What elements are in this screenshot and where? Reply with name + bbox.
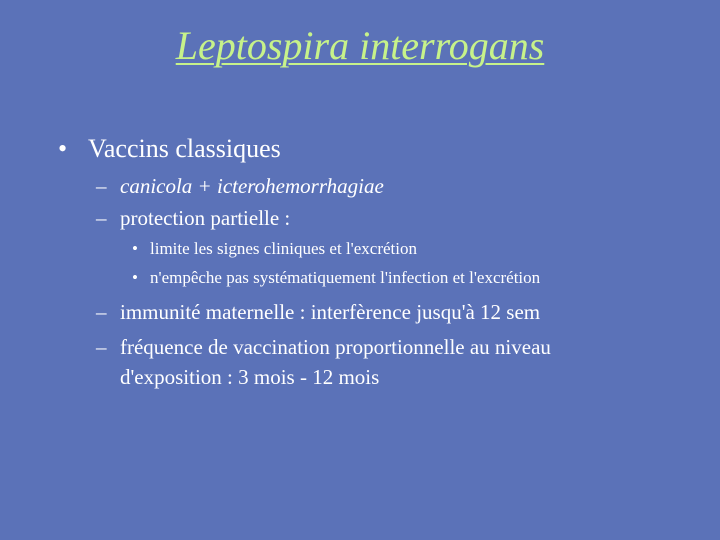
dash-mark: – — [96, 335, 107, 359]
dash-mark: – — [96, 206, 107, 230]
dash-mark: – — [96, 300, 107, 324]
sub-item-limite — [132, 237, 417, 261]
dash-item-text: immunité maternelle : interfèrence jusqu'à 12 sem — [120, 300, 541, 324]
sub-item-empeche — [132, 266, 540, 290]
dash-item-text: protection partielle : — [120, 206, 291, 230]
dash-item-protection — [96, 204, 290, 232]
bullet-vaccins-classiques — [58, 132, 281, 166]
dash-item-text: canicola + icterohemorrhagiae — [120, 174, 384, 198]
bullet-text: Vaccins classiques — [88, 134, 281, 163]
dash-item-frequence-continued: d'exposition : 3 mois - 12 mois — [120, 365, 380, 389]
sub-item-text: n'empêche pas systématiquement l'infection et l'excrétion — [150, 268, 541, 287]
dash-item-frequence — [96, 333, 551, 361]
bullet-mark: • — [58, 134, 68, 163]
dash-item-immunite — [96, 298, 540, 326]
dash-mark: – — [96, 174, 107, 198]
sub-mark: • — [132, 268, 138, 287]
sub-item-text: limite les signes cliniques et l'excrétion — [150, 239, 417, 258]
dash-item-canicola — [96, 172, 384, 200]
slide-title: Leptospira interrogans — [175, 23, 545, 68]
dash-item-text: fréquence de vaccination proportionnelle au niveau — [120, 335, 551, 359]
sub-mark: • — [132, 239, 138, 258]
